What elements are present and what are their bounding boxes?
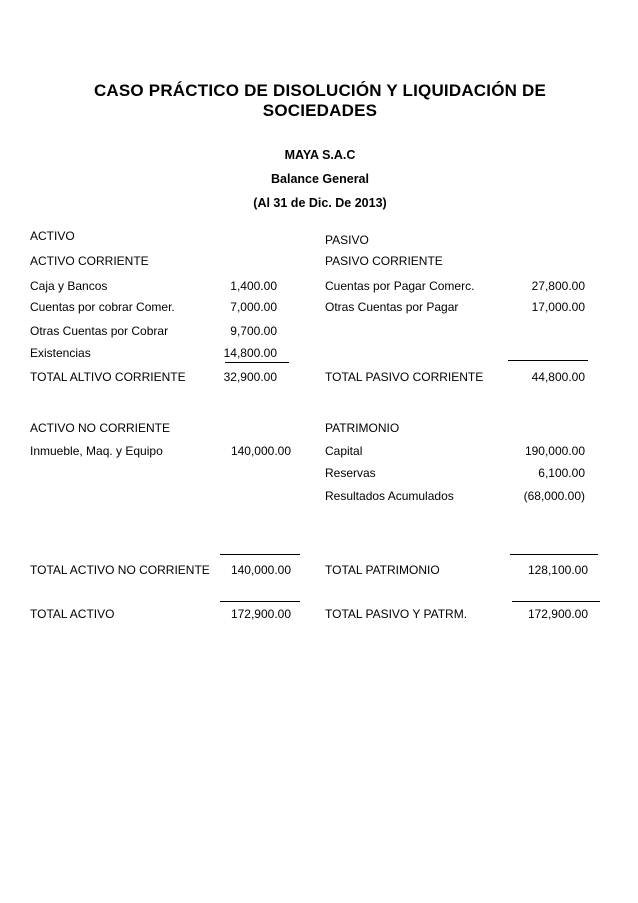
patrimonio-item-value: 6,100.00 [538, 466, 585, 480]
total-activo-corriente-value: 32,900.00 [223, 370, 277, 384]
document-title-line-1: CASO PRÁCTICO DE DISOLUCIÓN Y LIQUIDACIÓN DE [93, 81, 547, 100]
activo-corriente-item-value: 1,400.00 [230, 279, 277, 293]
patrimonio-item-value: (68,000.00) [523, 489, 585, 503]
total-activo-no-corriente-label: TOTAL ACTIVO NO CORRIENTE [30, 563, 210, 577]
activo-corriente-item-value: 14,800.00 [223, 346, 277, 360]
activo-no-corriente-item-value: 140,000.00 [230, 444, 291, 458]
patrimonio-item-value: 190,000.00 [524, 444, 585, 458]
pasivo-corriente-item-value: 17,000.00 [531, 300, 585, 314]
total-activo-corriente-label: TOTAL ALTIVO CORRIENTE [30, 370, 186, 384]
pasivo-corriente-item-label: Cuentas por Pagar Comerc. [325, 279, 475, 293]
total-activo-no-corriente-value: 140,000.00 [230, 563, 291, 577]
pasivo-corriente-heading: PASIVO CORRIENTE [325, 254, 443, 268]
activo-corriente-item-value: 7,000.00 [230, 300, 277, 314]
activo-corriente-heading: ACTIVO CORRIENTE [30, 254, 149, 268]
subtotal-underline [220, 554, 300, 555]
patrimonio-item-label: Capital [325, 444, 363, 458]
patrimonio-item-label: Reservas [325, 466, 376, 480]
activo-no-corriente-heading: ACTIVO NO CORRIENTE [30, 421, 171, 435]
patrimonio-heading: PATRIMONIO [325, 421, 400, 435]
pasivo-corriente-item-value: 27,800.00 [531, 279, 585, 293]
activo-corriente-item-label: Existencias [30, 346, 91, 360]
pasivo-corriente-item-label: Otras Cuentas por Pagar [325, 300, 459, 314]
total-patrimonio-value: 128,100.00 [527, 563, 588, 577]
company-name: MAYA S.A.C [284, 148, 356, 162]
total-pasivo-corriente-value: 44,800.00 [531, 370, 585, 384]
patrimonio-item-label: Resultados Acumulados [325, 489, 454, 503]
activo-corriente-item-label: Caja y Bancos [30, 279, 108, 293]
total-pasivo-patrimonio-label: TOTAL PASIVO Y PATRM. [325, 607, 468, 621]
total-activo-value: 172,900.00 [230, 607, 291, 621]
document-title-line-2: SOCIEDADES [262, 101, 378, 120]
pasivo-heading: PASIVO [325, 233, 369, 247]
total-pasivo-patrimonio-value: 172,900.00 [527, 607, 588, 621]
total-pasivo-corriente-label: TOTAL PASIVO CORRIENTE [325, 370, 484, 384]
activo-corriente-item-label: Cuentas por cobrar Comer. [30, 300, 175, 314]
subtotal-underline [220, 601, 300, 602]
activo-corriente-item-label: Otras Cuentas por Cobrar [30, 324, 169, 338]
activo-no-corriente-item-label: Inmueble, Maq. y Equipo [30, 444, 163, 458]
subtotal-underline [512, 601, 600, 602]
total-activo-label: TOTAL ACTIVO [30, 607, 115, 621]
activo-corriente-item-value: 9,700.00 [230, 324, 277, 338]
total-patrimonio-label: TOTAL PATRIMONIO [325, 563, 440, 577]
subtotal-underline [508, 360, 588, 361]
activo-heading: ACTIVO [30, 229, 75, 243]
subtotal-underline [510, 554, 598, 555]
subtotal-underline [225, 362, 289, 363]
statement-name: Balance General [271, 172, 369, 186]
statement-date: (Al 31 de Dic. De 2013) [253, 196, 387, 210]
